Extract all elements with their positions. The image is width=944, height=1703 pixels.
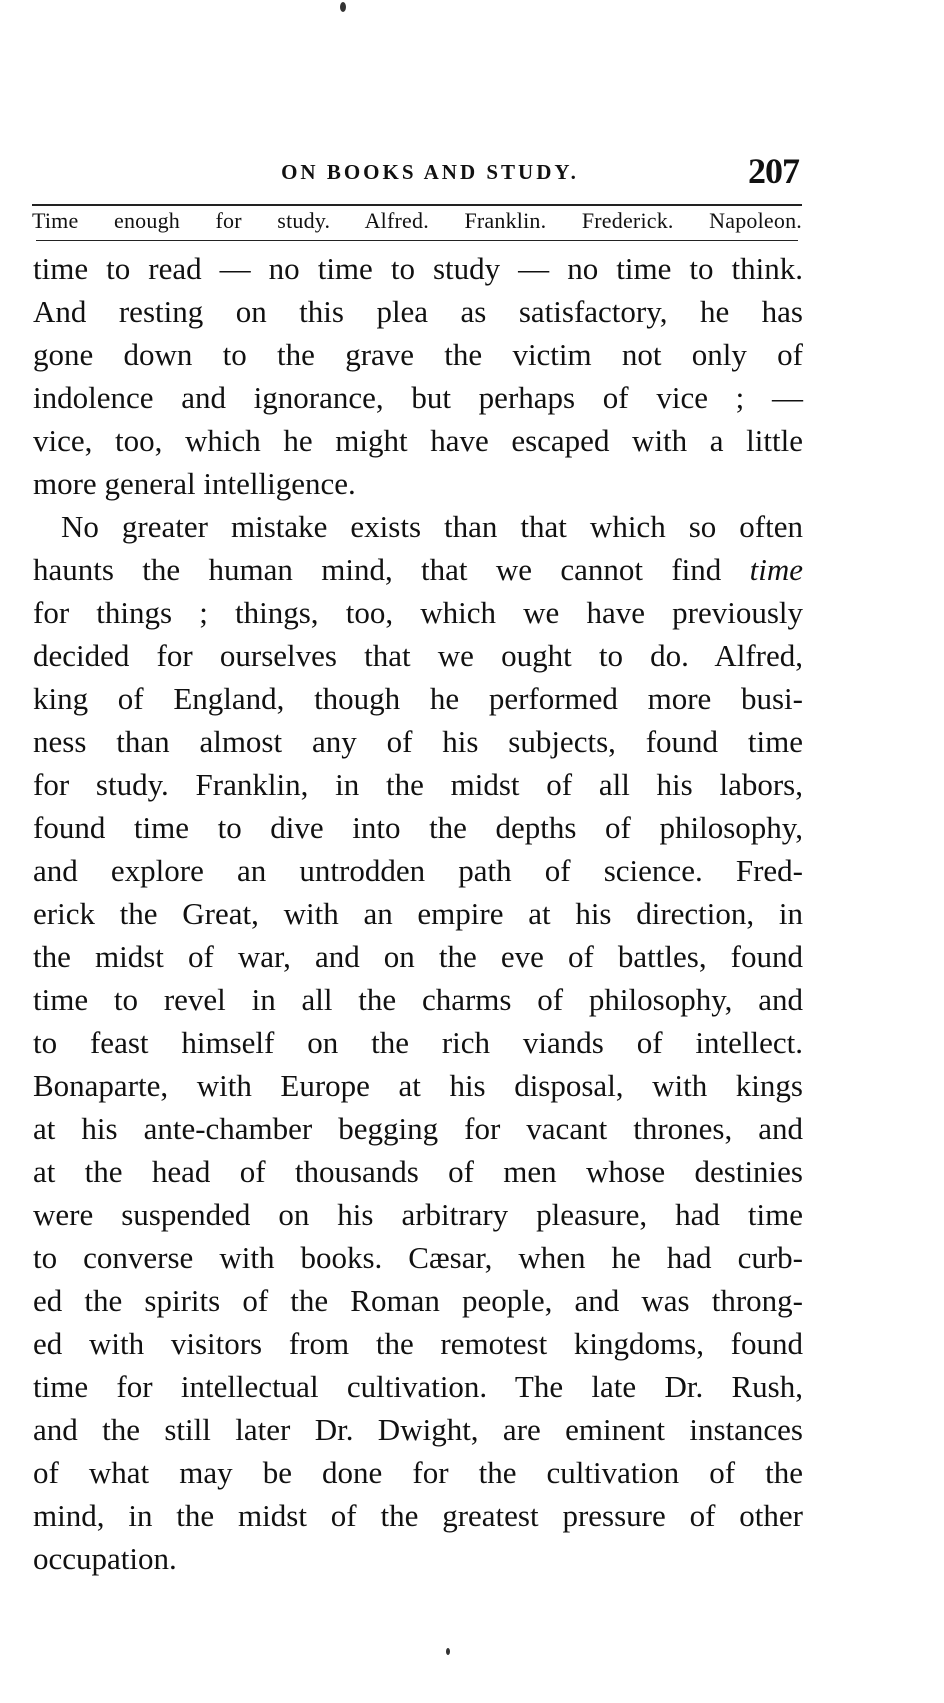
text-line-content: ed the spirits of the Roman people, and was throng- (33, 1283, 803, 1318)
text-line (33, 505, 803, 548)
text-line (33, 1150, 803, 1193)
text-line-content: time to read — no time to study — no time to think. (33, 251, 803, 286)
header-rule-top (32, 204, 802, 206)
text-line (33, 720, 803, 763)
text-line (33, 462, 803, 505)
text-line (33, 1107, 803, 1150)
text-line-content: were suspended on his arbitrary pleasure, had time (33, 1197, 803, 1232)
text-line (33, 1064, 803, 1107)
text-line (33, 935, 803, 978)
text-line-content: ed with visitors from the remotest kingdoms, found (33, 1326, 803, 1361)
text-line-content: king of England, though he performed more busi- (33, 681, 803, 716)
body-text (33, 247, 803, 1580)
text-line (33, 247, 803, 290)
text-line-content: erick the Great, with an empire at his direction, in (33, 896, 803, 931)
italic-emphasis: time (749, 552, 803, 587)
text-line-content: vice, too, which he might have escaped with a little (33, 423, 803, 458)
text-line-content: No greater mistake exists than that which so often (61, 509, 803, 544)
text-line (33, 548, 803, 591)
text-line-content: found time to dive into the depths of philosophy, (33, 810, 803, 845)
text-line (33, 892, 803, 935)
text-line-content: haunts the human mind, that we cannot find (33, 552, 750, 587)
text-line-content: Bonaparte, with Europe at his disposal, with kings (33, 1068, 803, 1103)
text-line (33, 1537, 803, 1580)
text-line (33, 1193, 803, 1236)
text-line-content: decided for ourselves that we ought to do. Alfred, (33, 638, 803, 673)
text-line-content: and explore an untrodden path of science. Fred- (33, 853, 803, 888)
text-line (33, 1322, 803, 1365)
text-line (33, 763, 803, 806)
text-line (33, 333, 803, 376)
text-line-content: to feast himself on the rich viands of intellect. (33, 1025, 803, 1060)
text-line (33, 1365, 803, 1408)
text-line-content: of what may be done for the cultivation of the (33, 1455, 803, 1490)
text-line (33, 1279, 803, 1322)
text-line (33, 1021, 803, 1064)
running-title: ON BOOKS AND STUDY. (281, 160, 579, 184)
text-line (33, 1236, 803, 1279)
text-line (33, 806, 803, 849)
text-line (33, 1494, 803, 1537)
header-rule-bottom (36, 240, 798, 241)
text-line-content: time to revel in all the charms of philosophy, and (33, 982, 803, 1017)
text-line-content: occupation. (33, 1541, 177, 1576)
text-line (33, 376, 803, 419)
text-line (33, 290, 803, 333)
page-number: 207 (748, 151, 799, 191)
text-line (33, 849, 803, 892)
text-line-content: more general intelligence. (33, 466, 356, 501)
text-line (33, 677, 803, 720)
text-line-content: and the still later Dr. Dwight, are eminent instances (33, 1412, 803, 1447)
text-line (33, 591, 803, 634)
text-line-content: ness than almost any of his subjects, found time (33, 724, 803, 759)
scan-speck (446, 1648, 450, 1655)
text-line (33, 634, 803, 677)
text-line (33, 978, 803, 1021)
text-line-content: gone down to the grave the victim not only of (33, 337, 803, 372)
text-line (33, 1451, 803, 1494)
text-line-content: at his ante-chamber begging for vacant thrones, and (33, 1111, 803, 1146)
text-line-content: for things ; things, too, which we have previously (33, 595, 803, 630)
text-line (33, 1408, 803, 1451)
scan-speck (340, 2, 346, 12)
page-subtitle: Time enough for study. Alfred. Franklin. Frederick. Napoleon. (32, 208, 802, 233)
text-line-content: time for intellectual cultivation. The late Dr. Rush, (33, 1369, 803, 1404)
text-line-content: for study. Franklin, in the midst of all his labors, (33, 767, 803, 802)
text-line-content: the midst of war, and on the eve of battles, found (33, 939, 803, 974)
text-line (33, 419, 803, 462)
text-line-content: And resting on this plea as satisfactory, he has (33, 294, 803, 329)
text-line-content: mind, in the midst of the greatest pressure of other (33, 1498, 803, 1533)
text-line-content: to converse with books. Cæsar, when he had curb- (33, 1240, 803, 1275)
text-line-content: at the head of thousands of men whose destinies (33, 1154, 803, 1189)
text-line-content: indolence and ignorance, but perhaps of vice ; — (33, 380, 803, 415)
